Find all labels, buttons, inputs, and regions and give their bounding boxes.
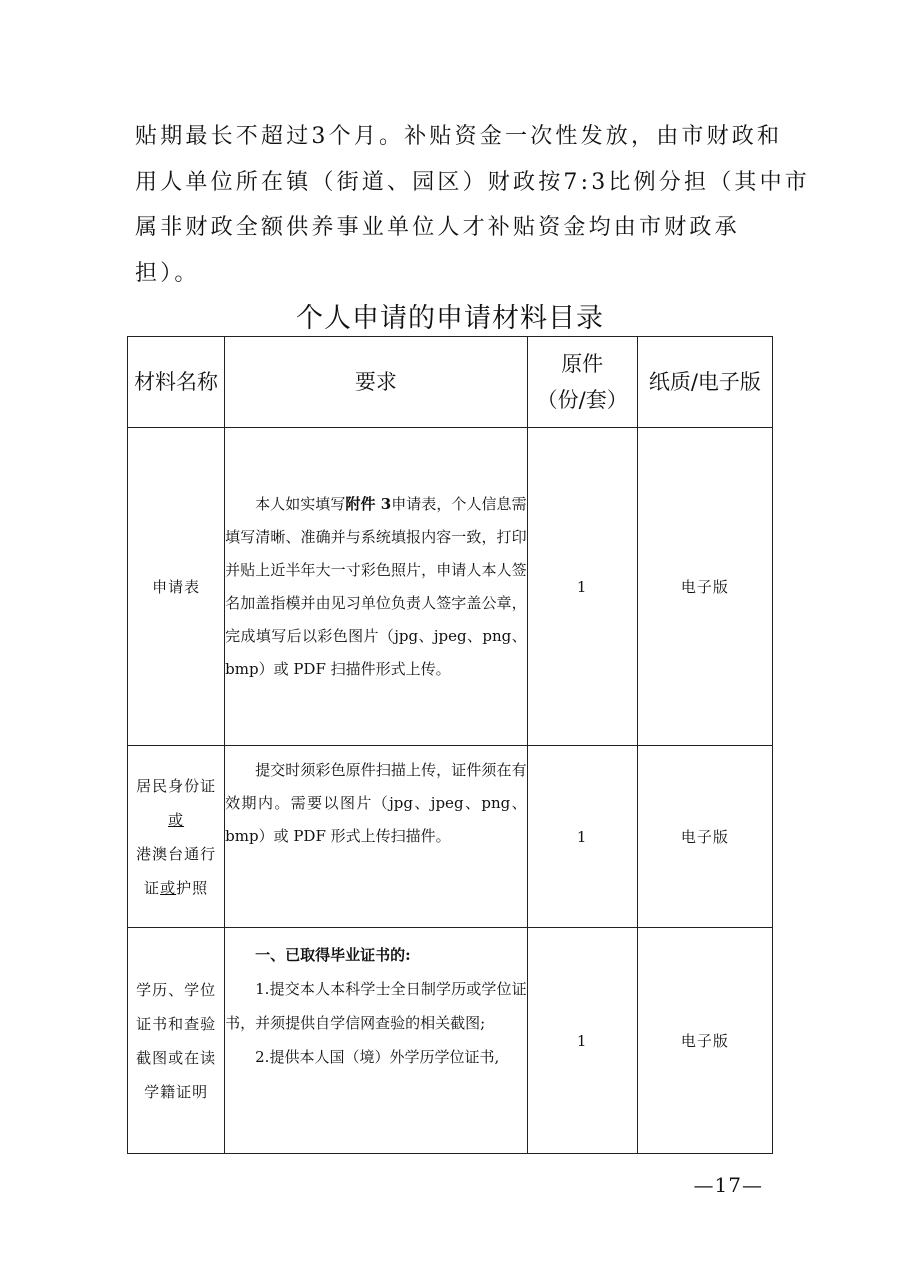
- req-text: 提交时须彩色原件扫描上传，证件须在有效期内。需要以图片（jpg、jpeg、png、bmp）或 PDF 形式上传扫描件。: [225, 761, 527, 845]
- material-name: 申请表: [128, 428, 225, 746]
- name-or: 或: [168, 810, 185, 829]
- original-count: 1: [527, 928, 637, 1154]
- material-requirement: [225, 746, 527, 928]
- materials-table: [127, 336, 773, 1154]
- header-requirement: 要求: [225, 337, 527, 428]
- table-row: [128, 428, 773, 746]
- header-original-line1: 原件: [561, 352, 604, 376]
- original-count: 1: [527, 428, 637, 746]
- header-original-line2: （份/套）: [536, 388, 628, 412]
- table-header-row: [128, 337, 773, 428]
- name-or: 或: [160, 878, 177, 897]
- header-format: 纸质/电子版: [637, 337, 772, 428]
- req-text: 本人如实填写: [255, 494, 346, 513]
- name-part: 证: [144, 878, 161, 897]
- req-attachment-ref: 附件 3: [345, 494, 392, 513]
- format-type: 电子版: [637, 428, 772, 746]
- name-part: 护照: [176, 878, 209, 897]
- material-requirement: [225, 928, 527, 1154]
- intro-line: 属非财政全额供养事业单位人才补贴资金均由市财政承: [135, 215, 740, 240]
- name-line: 港澳台通行: [136, 844, 217, 863]
- intro-line: 贴期最长不超过3个月。补贴资金一次性发放，由市财政和: [135, 124, 783, 149]
- original-count: 1: [527, 746, 637, 928]
- table-title: 个人申请的申请材料目录: [296, 303, 604, 334]
- table-row: [128, 746, 773, 928]
- header-material-name: 材料名称: [128, 337, 225, 428]
- name-line: 居民身份证: [136, 776, 217, 795]
- material-name: [128, 746, 225, 928]
- intro-line: 用人单位所在镇（街道、园区）财政按7:3比例分担（其中市: [135, 169, 811, 195]
- req-heading: [225, 938, 526, 972]
- req-item: 1.提交本人本科学士全日制学历或学位证书，并须提供自学信网查验的相关截图;: [225, 980, 527, 1032]
- header-original: [527, 337, 637, 428]
- page-number: —17—: [693, 1173, 763, 1197]
- format-type: 电子版: [637, 746, 772, 928]
- table-row: [128, 928, 773, 1154]
- name-line: [128, 871, 224, 905]
- material-name: 学历、学位证书和查验截图或在读学籍证明: [128, 928, 225, 1154]
- intro-paragraph: [135, 114, 811, 296]
- material-requirement: [225, 428, 527, 746]
- req-text: 申请表，个人信息需填写清晰、准确并与系统填报内容一致，打印并贴上近半年大一寸彩色照片，申请人本人签名加盖指模并由见习单位负责人签字盖公章，完成填写后以彩色图片（jpg、jpeg、png、bmp）或 PDF 扫描件形式上传。: [225, 494, 527, 678]
- req-heading-text: 一、已取得毕业证书的:: [255, 946, 411, 964]
- format-type: 电子版: [637, 928, 772, 1154]
- intro-line: 担）。: [135, 260, 200, 286]
- req-item: 2.提供本人国（境）外学历学位证书,: [255, 1048, 500, 1066]
